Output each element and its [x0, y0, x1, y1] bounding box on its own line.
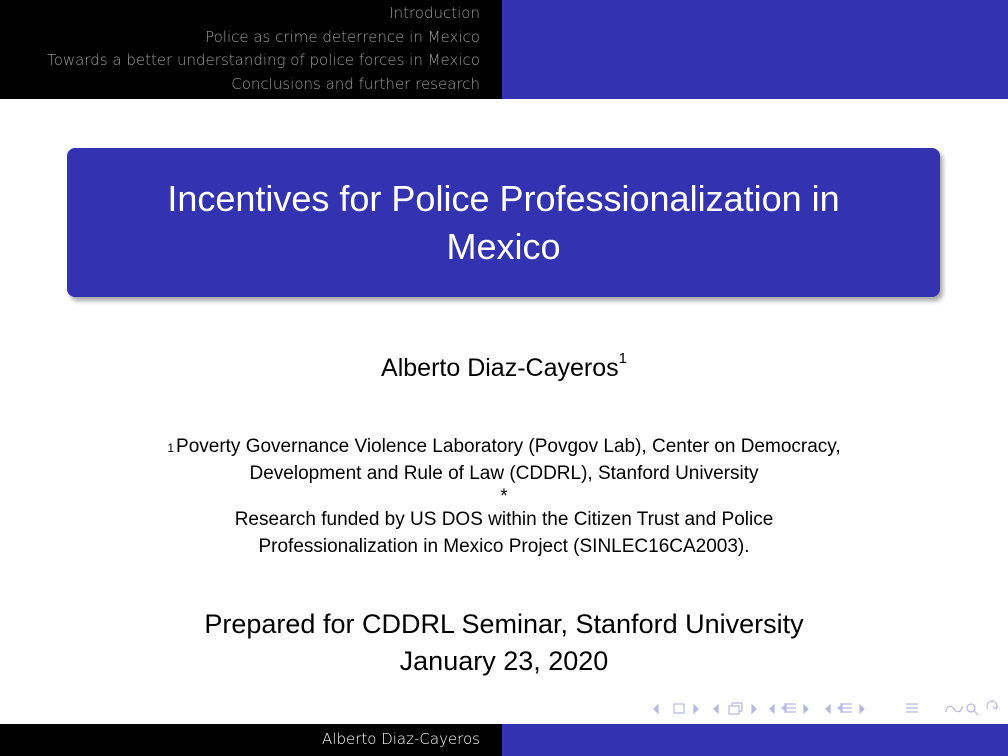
presentation-date: January 23, 2020	[399, 646, 609, 676]
event-and-date	[0, 606, 1008, 680]
footline-author-panel	[0, 724, 502, 756]
institute-star: *	[500, 486, 508, 507]
institute-line-4: Professionalization in Mexico Project (SINLEC16CA2003).	[258, 535, 750, 557]
author-name: Alberto Diaz-Cayeros	[381, 354, 619, 382]
headline-subsection-panel	[502, 0, 1008, 99]
author-affiliation-mark: 1	[618, 350, 627, 367]
subsection-back-icon-2[interactable]	[826, 705, 830, 713]
author	[0, 350, 1008, 383]
frame-icon[interactable]	[674, 704, 684, 713]
section-icon[interactable]	[782, 704, 796, 712]
headline-section-panel	[0, 0, 502, 99]
navigation-symbols-svg	[652, 700, 1002, 718]
footline	[0, 724, 1008, 756]
event-name: Prepared for CDDRL Seminar, Stanford University	[204, 609, 804, 639]
slide-title-line-2: Mexico	[446, 225, 561, 267]
subsection-back-icon[interactable]	[714, 705, 718, 713]
nav-section-conclusions[interactable]: Conclusions and further research	[231, 74, 480, 93]
institute-line-1	[0, 434, 1008, 461]
appendix-icon[interactable]	[906, 704, 918, 712]
nav-section-introduction[interactable]: Introduction	[389, 4, 480, 22]
institute	[0, 434, 1008, 560]
beamer-navigation-symbols	[652, 700, 1002, 718]
section-back-icon[interactable]	[770, 705, 774, 713]
institute-line-3: Research funded by US DOS within the Citizen Trust and Police	[234, 509, 774, 530]
subsection-icon[interactable]	[729, 703, 742, 714]
slide-title	[104, 175, 904, 271]
institute-line-2: Development and Rule of Law (CDDRL), Stanford University	[249, 462, 759, 484]
subsection-icon-2[interactable]	[838, 704, 852, 712]
section-navigation	[47, 2, 480, 96]
institute-line-1-text: Poverty Governance Violence Laboratory (Povgov Lab), Center on Democracy,	[176, 436, 841, 457]
search-icon[interactable]	[946, 701, 998, 715]
title-box	[67, 148, 940, 297]
nav-section-police-deterrence[interactable]: Police as crime deterrence in Mexico	[205, 27, 480, 46]
institute-mark: 1	[167, 441, 175, 455]
section-forward-icon[interactable]	[804, 705, 808, 713]
frame-forward-icon[interactable]	[694, 705, 698, 713]
footline-author: Alberto Diaz-Cayeros	[322, 730, 480, 748]
headline	[0, 0, 1008, 99]
frame-back-icon[interactable]	[654, 705, 658, 713]
subsection-forward-icon[interactable]	[752, 705, 756, 713]
nav-section-understanding-police[interactable]: Towards a better understanding of police forces in Mexico	[47, 51, 480, 70]
slide-title-line-1: Incentives for Police Professionalization in	[167, 177, 840, 219]
footline-title-panel	[502, 724, 1008, 756]
subsection-forward-icon-2[interactable]	[860, 705, 864, 713]
